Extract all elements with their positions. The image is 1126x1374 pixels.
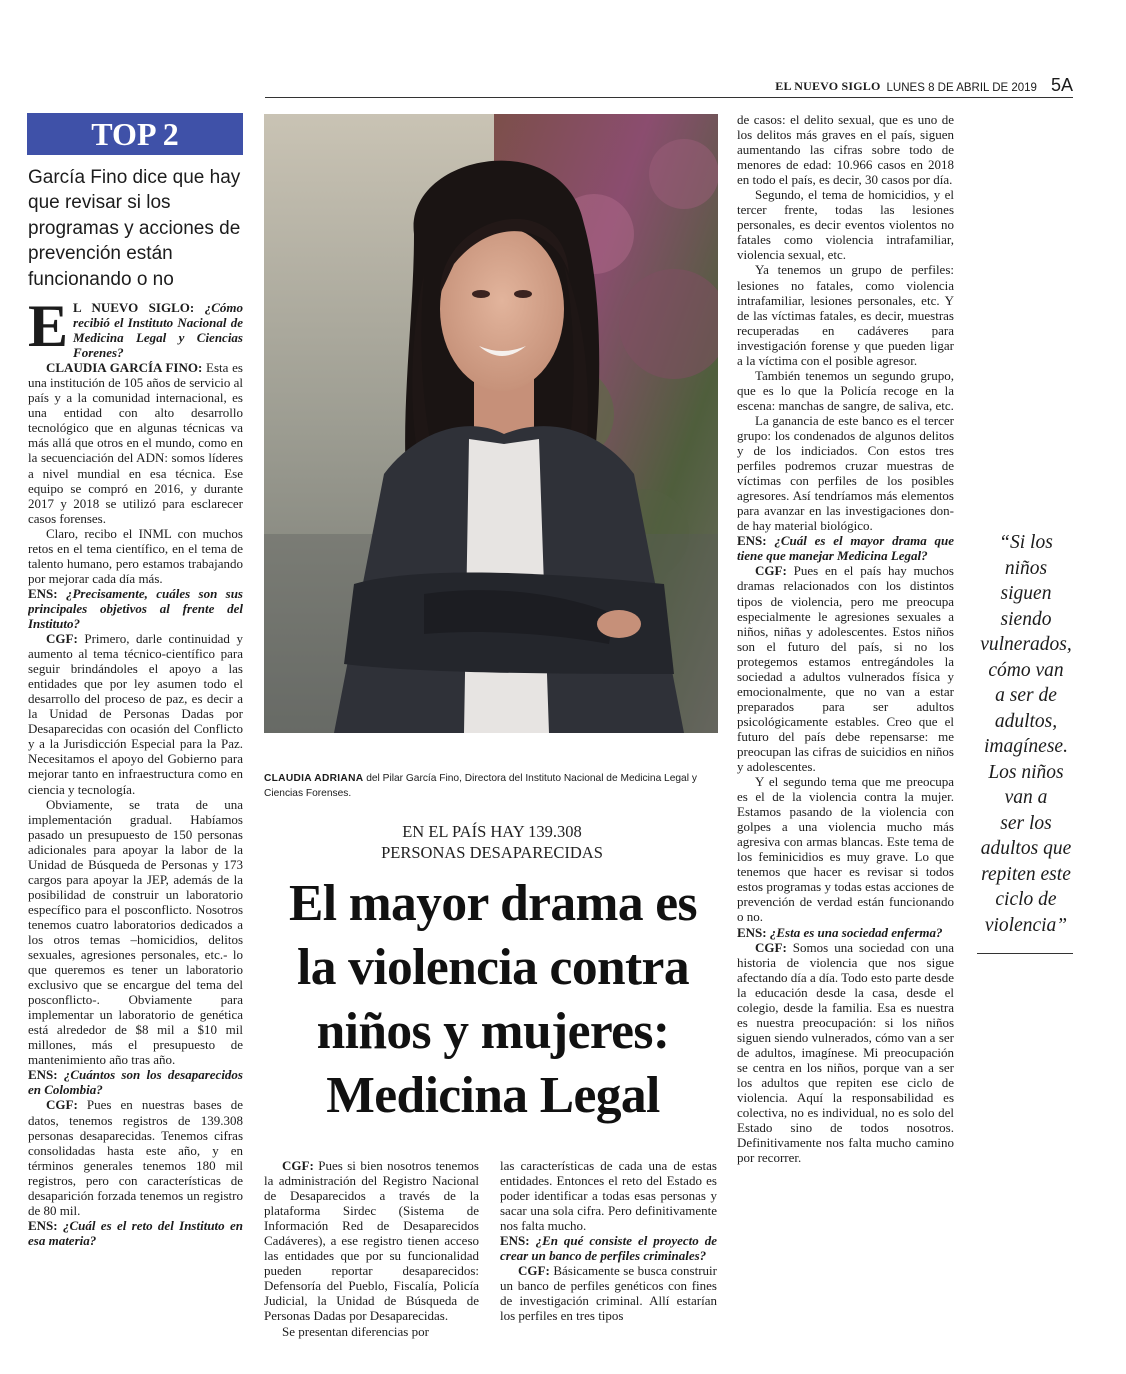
page-header [265, 72, 1073, 98]
question-4: ENS: ¿Cuál es el reto del Instituto en esa materia? [28, 1217, 243, 1248]
answer-6: CGF: Pues en el país hay muchos dramas relacionados con los distintos tipos de violencia, pero me preocupa especialmente le agresiones sexuales a niños, niñas y adolescentes. Estos niños son el futuro del país, si no los protegemos estamos entregándoles la sociedad a adultos vulnerados física y emocionalmente, que no van a estar preparados para ser adultos psicológicamente estables. Creo que el futuro del país debe repensarse: me preocupan las cifras de suicidios en niños y adolescentes. [737, 563, 954, 775]
article-column-3 [500, 1158, 717, 1368]
question-7: ENS: ¿Esta es una sociedad enferma? [737, 924, 943, 940]
article-column-2 [264, 1158, 479, 1368]
question-1: E L NUEVO SIGLO: ¿Cómo recibió el Instituto Nacional de Medicina Legal y Ciencias Forenes? [28, 300, 243, 361]
paragraph: Ya tenemos un grupo de perfiles: lesiones no fatales, como violencia intrafamiliar, lesiones personales, etc. Y de las víctimas fatales, es decir, muestras recuperadas en cadáveres para investigación forense y que pueden ligar a la víctima con el posible agresor. [737, 262, 954, 368]
answer-1: CLAUDIA GARCÍA FINO: Esta es una institución de 105 años de servicio al país y a la comunidad internacional, es una entidad con alto desarrollo tecnológico que en algunas técnicas va más allá que otros en el mundo, como en la secuenciación del ADN: somos líderes a nivel mundial en esa técnica. Ese equipo se compró en 2016, y durante 2017 y 2018 se utilizó para esclarecer casos forenses. [28, 360, 243, 526]
newspaper-name: EL NUEVO SIGLO [775, 79, 881, 93]
portrait-photo [264, 114, 718, 733]
paragraph: las características de cada una de estas entidades. Entonces el reto del Estado es poder identificar a todas esas personas y sacar una sola cifra. Pero definitivamente nos falta mucho. [500, 1158, 717, 1234]
question-5: ENS: ¿En qué consiste el proyecto de crear un banco de perfiles criminales? [500, 1233, 717, 1264]
paragraph: La ganancia de este banco es el tercer grupo: los condenados de algunos delitos y de los indiciados. Con estos tres perfiles podremos cruzar muestras de víctimas con perfiles de los posibles agresores. Así tendríamos más elementos para avanzar en las investigaciones donde hay material biológico. [737, 412, 954, 534]
answer-7: CGF: Somos una sociedad con una historia de violencia que nos sigue afectando día a día. Todo esto parte desde la educación desde la casa, desde el colegio, desde la familia. Esa es nuestra es nuestra preocupación: si los niños siguen siendo vulnerados, cómo van a ser de adultos, imagínese. Mi preocupación se centra en los niños, porque van a ser los adultos que repiten ese ciclo de violencia. Aquí la responsabilidad es colectiva, no es individual, no es solo del Estado sino de todos nosotros. Definitivamente nos falta mucho camino por recorrer. [737, 939, 954, 1166]
issue-date: LUNES 8 DE ABRIL DE 2019 [886, 82, 1037, 94]
headline-kicker: EN EL PAÍS HAY 139.308 PERSONAS DESAPARECIDAS [381, 822, 603, 862]
paragraph: Segundo, el tema de homicidios, y el tercer frente, todas las lesiones personales, es decir eventos violentos no fatales como violencia intrafamiliar, violencia sexual, etc. [737, 187, 954, 263]
drop-cap: E [28, 300, 69, 359]
question-6: ENS: ¿Cuál es el mayor drama que tiene que manejar Medicina Legal? [737, 533, 954, 564]
paragraph: También tenemos un segundo grupo, que es lo que la Policía recoge en la escena: manchas de sangre, de saliva, etc. [737, 367, 954, 413]
pull-quote-rule [977, 953, 1073, 954]
paragraph: de casos: el delito sexual, que es uno de los delitos más graves en el país, siguen aumentando las cifras sobre todo de menores de edad: 10.966 casos en 2018 en todo el país, es decir, 30 casos por día. [737, 112, 954, 188]
answer-4: CGF: Pues si bien nosotros tenemos la administración del Registro Nacional de Desaparecidos a través de la plataforma Sirdec (Sistema de Información Red de Desaparecidos Cadáveres), a ese registro tienen acceso las entidades que por su funcionalidad pueden reportar desaparecidos: Defensoría del Pueblo, Fiscalía, Policía Judicial, la Unidad de Búsqueda de Personas Dadas por Desaparecidas. [264, 1158, 479, 1324]
answer-2: CGF: Primero, darle continuidad y aumento al tema técnico-científico para seguir brindándoles el apoyo a las entidades que por ley asumen todo el desarrollo del proceso de paz, es decir a la Unidad de Personas Dadas por Desaparecidas con ocasión del Conflicto y a la Jurisdicción Especial para la Paz. Necesitamos el apoyo del Gobierno para mejorar tanto en infraestructura como en ciencia y tecnología. [28, 631, 243, 797]
article-column-1 [28, 300, 243, 1364]
paragraph: Y el segundo tema que me preocupa es el de la violencia contra la mujer. Estamos pasando de la violencia con golpes a una violencia mucho más agresiva con armas blancas. Este tema de los feminicidios es muy grave. Lo que tenemos que hacer es revisar si todos estos programas y todas estas acciones de prevención de verdad están funcionando o no. [737, 774, 954, 925]
article-summary: García Fino dice que hay que revisar si los programas y acciones de prevención están funcionando o no [28, 167, 241, 290]
article-column-4 [737, 112, 954, 1368]
page-number: 5A [1050, 75, 1073, 95]
question-3: ENS: ¿Cuántos son los desaparecidos en Colombia? [28, 1067, 243, 1098]
photo-caption: CLAUDIA ADRIANA del Pilar García Fino, Directora del Instituto Nacional de Medicina Legal y Ciencias Forenses. [264, 773, 697, 799]
section-badge: TOP 2 [27, 113, 243, 155]
headline: El mayor drama es la violencia contra niños y mujeres: Medicina Legal [289, 875, 697, 1124]
paragraph: Se presentan diferencias por [282, 1323, 429, 1339]
answer-3: CGF: Pues en nuestras bases de datos, tenemos registros de 139.308 personas desaparecidas. Tenemos cifras consolidadas hasta este año, y en términos generales tenemos 180 mil registros, pero con características de desaparición forzada tenemos un registro de 80 mil. [28, 1097, 243, 1218]
answer-5: CGF: Básicamente se busca construir un banco de perfiles genéticos con fines de investigación criminal. Allí estarían los perfiles en tres tipos [500, 1263, 717, 1324]
question-2: ENS: ¿Precisamente, cuáles son sus principales objetivos al frente del Instituto? [28, 585, 243, 631]
paragraph: Obviamente, se trata de una implementación gradual. Habíamos pasado un presupuesto de 150 personas adicionales para apoyar la labor de la Unidad de Búsqueda de Personas y 173 cargos para apoyar la JEP, además de la posibilidad de construir un laboratorio específico para el posconflicto. Nosotros tenemos cuatro laboratorios dedicados a los otros temas –homicidios, delitos sexuales, agresiones personales, etc.- lo que queremos es tener un laboratorio exclusivo que se encargue del tema del posconflicto-. Obviamente para implementar un laboratorio de genética está alrededor de $8 mil a $10 mil millones, más el presupuesto de mantenimiento año tras año. [28, 796, 243, 1068]
portrait-image [264, 114, 718, 733]
paragraph: Claro, recibo el INML con muchos retos en el tema científico, en el tema de talento humano, pero estamos trabajando por mejorar cada día más. [28, 525, 243, 586]
pull-quote: “Si los niños siguen siendo vulnerados, cómo van a ser de adultos, imagínese. Los niños van a ser los adultos que repiten este ciclo de violencia” [980, 532, 1072, 936]
